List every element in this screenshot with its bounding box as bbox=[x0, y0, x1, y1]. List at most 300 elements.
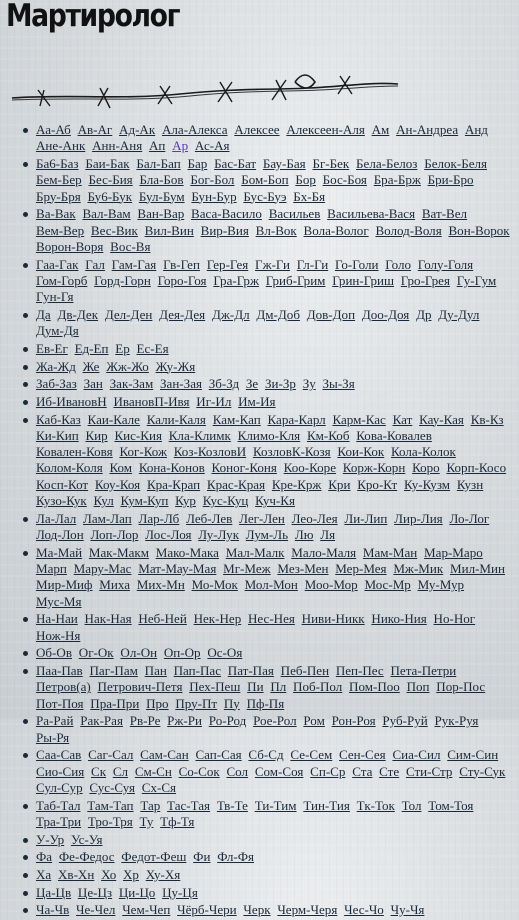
index-link[interactable]: Пеп-Пес bbox=[335, 662, 384, 678]
index-link[interactable]: Кузн bbox=[456, 476, 484, 492]
index-link[interactable]: Гу-Гум bbox=[456, 272, 497, 288]
index-link[interactable]: Ха bbox=[36, 866, 52, 882]
index-link[interactable]: См-Сн bbox=[134, 763, 172, 779]
index-link[interactable]: Пра-При bbox=[90, 695, 140, 711]
index-link[interactable]: Др bbox=[416, 306, 432, 322]
index-link[interactable]: Но-Ног bbox=[433, 611, 476, 627]
index-link[interactable]: КозловК-Козя bbox=[252, 444, 331, 460]
index-link[interactable]: Мал-Малк bbox=[225, 544, 285, 560]
index-link[interactable]: Ду-Дул bbox=[438, 306, 480, 322]
index-link[interactable]: Хв-Хн bbox=[57, 866, 95, 882]
index-link[interactable]: Км-Коб bbox=[306, 427, 350, 443]
index-link[interactable]: Пат-Пая bbox=[227, 662, 274, 678]
index-link[interactable]: Пл bbox=[270, 679, 287, 695]
index-link[interactable]: Мус-Мя bbox=[36, 593, 82, 609]
index-link[interactable]: Пап-Пас bbox=[173, 662, 221, 678]
index-link[interactable]: Доо-Доя bbox=[361, 306, 410, 322]
index-link[interactable]: Бг-Бек bbox=[312, 155, 350, 171]
index-link[interactable]: Сио-Сия bbox=[36, 763, 85, 779]
index-link[interactable]: Тас-Тая bbox=[167, 797, 211, 813]
index-link[interactable]: Тра-Три bbox=[36, 813, 82, 829]
index-link[interactable]: Ват-Вел bbox=[421, 206, 468, 222]
index-link[interactable]: Ког-Кож bbox=[119, 444, 167, 460]
index-link[interactable]: Сол bbox=[226, 763, 249, 779]
index-link[interactable]: Гро-Грея bbox=[400, 272, 450, 288]
index-link[interactable]: Ос-Оя bbox=[207, 645, 243, 661]
index-link[interactable]: Зан bbox=[83, 376, 103, 392]
index-link[interactable]: Бос-Боя bbox=[322, 172, 367, 188]
index-link[interactable]: Дея-Дея bbox=[159, 306, 206, 322]
index-link[interactable]: Гун-Гя bbox=[36, 289, 74, 305]
index-link[interactable]: Фе-Федос bbox=[58, 849, 115, 865]
index-link[interactable]: Вил-Вин bbox=[144, 222, 194, 238]
index-link[interactable]: Тв-Те bbox=[216, 797, 248, 813]
index-link[interactable]: Лод-Лон bbox=[36, 527, 84, 543]
index-link[interactable]: Лоп-Лор bbox=[90, 527, 139, 543]
index-link[interactable]: Зак-Зам bbox=[109, 376, 154, 392]
index-link[interactable]: Пом-Поо bbox=[349, 679, 400, 695]
index-link[interactable]: Гаа-Гак bbox=[36, 256, 79, 272]
index-link[interactable]: Ковален-Ковя bbox=[36, 444, 113, 460]
index-link[interactable]: Чес-Чо bbox=[344, 902, 384, 918]
index-link[interactable]: Кум-Куп bbox=[120, 493, 169, 509]
index-link[interactable]: Мж-Мик bbox=[393, 561, 444, 577]
index-link[interactable]: Че-Чел bbox=[76, 902, 116, 918]
index-link[interactable]: Кре-Крж bbox=[271, 476, 322, 492]
index-link[interactable]: Ер bbox=[115, 340, 130, 356]
index-link[interactable]: Ром bbox=[303, 713, 325, 729]
index-link[interactable]: Пру-Пт bbox=[175, 695, 218, 711]
index-link[interactable]: Кра-Крап bbox=[146, 476, 201, 492]
index-link[interactable]: Вир-Вия bbox=[200, 222, 249, 238]
index-link[interactable]: Го-Голи bbox=[334, 256, 379, 272]
index-link[interactable]: Сл bbox=[112, 763, 129, 779]
index-link[interactable]: Ти-Тим bbox=[254, 797, 297, 813]
index-link[interactable]: Да bbox=[36, 306, 51, 322]
index-link[interactable]: Зу bbox=[302, 376, 316, 392]
index-link[interactable]: Мг-Меж bbox=[223, 561, 271, 577]
index-link[interactable]: Пех-Пеш bbox=[189, 679, 241, 695]
index-link[interactable]: Се-Сем bbox=[290, 747, 333, 763]
index-link[interactable]: Фа bbox=[36, 849, 53, 865]
index-link[interactable]: Васильев bbox=[268, 206, 321, 222]
index-link[interactable]: Дум-Дя bbox=[36, 323, 79, 339]
index-link[interactable]: Бом-Боп bbox=[241, 172, 289, 188]
index-link[interactable]: Бар bbox=[187, 155, 208, 171]
index-link[interactable]: Сен-Сея bbox=[339, 747, 386, 763]
index-link[interactable]: Ск bbox=[91, 763, 107, 779]
index-link[interactable]: Чем-Чеп bbox=[122, 902, 171, 918]
index-link[interactable]: Анн-Аня bbox=[92, 138, 143, 154]
index-link[interactable]: Моо-Мор bbox=[304, 577, 358, 593]
index-link[interactable]: Лир-Лия bbox=[394, 510, 443, 526]
index-link[interactable]: Мам-Ман bbox=[362, 544, 418, 560]
index-link[interactable]: Мало-Маля bbox=[291, 544, 357, 560]
index-link[interactable]: Гл-Ги bbox=[296, 256, 329, 272]
index-link[interactable]: Сти-Стр bbox=[405, 763, 453, 779]
index-link[interactable]: Мез-Мен bbox=[277, 561, 329, 577]
index-link[interactable]: Ес-Ея bbox=[136, 340, 169, 356]
index-link[interactable]: Бри-Бро bbox=[427, 172, 474, 188]
index-link[interactable]: Тк-Ток bbox=[356, 797, 395, 813]
index-link[interactable]: Сап-Сая bbox=[195, 747, 242, 763]
index-link[interactable]: Ца-Цв bbox=[36, 884, 72, 900]
index-link[interactable]: Сим-Син bbox=[447, 747, 499, 763]
index-link[interactable]: Фл-Фя bbox=[217, 849, 255, 865]
index-link[interactable]: Ам bbox=[371, 122, 390, 137]
index-link[interactable]: Же bbox=[82, 358, 100, 374]
index-link[interactable]: Мо-Мок bbox=[191, 577, 238, 593]
index-link[interactable]: Зы-Зя bbox=[322, 376, 355, 392]
index-link[interactable]: Анд bbox=[464, 122, 488, 137]
index-link[interactable]: Гриб-Грим bbox=[265, 272, 326, 288]
index-link[interactable]: Васа-Васило bbox=[191, 206, 262, 222]
index-link[interactable]: Кам-Кап bbox=[212, 411, 261, 427]
index-link[interactable]: Паа-Пав bbox=[36, 662, 83, 678]
index-link[interactable]: Цу-Ця bbox=[162, 884, 198, 900]
index-link[interactable]: Бела-Белоз bbox=[356, 155, 418, 171]
index-link[interactable]: Кузо-Кук bbox=[36, 493, 87, 509]
index-link[interactable]: Кв-Кз bbox=[470, 411, 504, 427]
index-link[interactable]: Бра-Брж bbox=[373, 172, 421, 188]
index-link[interactable]: Неб-Ней bbox=[138, 611, 187, 627]
index-link[interactable]: Гом-Горб bbox=[36, 272, 88, 288]
index-link[interactable]: Грин-Гриш bbox=[332, 272, 395, 288]
index-link[interactable]: Кали-Каля bbox=[146, 411, 206, 427]
index-link[interactable]: Гал bbox=[85, 256, 105, 272]
index-link[interactable]: Ку-Кузм bbox=[403, 476, 451, 492]
index-link[interactable]: Мир-Миф bbox=[36, 577, 93, 593]
index-link[interactable]: Рон-Роя bbox=[331, 713, 376, 729]
index-link[interactable]: Бау-Бая bbox=[262, 155, 306, 171]
index-link[interactable]: Пор-Пос bbox=[436, 679, 486, 695]
index-link[interactable]: Зб-Зд bbox=[208, 376, 240, 392]
index-link[interactable]: Гер-Гея bbox=[206, 256, 249, 272]
index-link[interactable]: Дж-Дл bbox=[211, 306, 250, 322]
index-link[interactable]: Кур bbox=[175, 493, 196, 509]
index-link[interactable]: Волод-Воля bbox=[375, 222, 442, 238]
index-link[interactable]: Кри bbox=[328, 476, 351, 492]
index-link[interactable]: Климо-Кля bbox=[237, 427, 301, 443]
index-link[interactable]: Хр bbox=[122, 866, 139, 882]
index-link[interactable]: Це-Цз bbox=[77, 884, 113, 900]
index-link[interactable]: Алексеен-Аля bbox=[286, 122, 365, 137]
index-link[interactable]: Бун-Бур bbox=[191, 188, 237, 204]
index-link[interactable]: Кис-Кия bbox=[114, 427, 162, 443]
index-link[interactable]: Бор bbox=[295, 172, 316, 188]
index-link[interactable]: Кои-Кок bbox=[337, 444, 385, 460]
index-link[interactable]: Колом-Коля bbox=[36, 460, 103, 476]
index-link[interactable]: У-Ур bbox=[36, 831, 65, 847]
index-link[interactable]: Зи-Зр bbox=[264, 376, 296, 392]
index-link[interactable]: Нико-Ния bbox=[371, 611, 427, 627]
index-link[interactable]: Ед-Еп bbox=[74, 340, 109, 356]
index-link[interactable]: Ав-Аг bbox=[77, 122, 113, 137]
index-link[interactable]: Вола-Волог bbox=[303, 222, 369, 238]
index-link[interactable]: Лег-Лен bbox=[239, 510, 285, 526]
index-link[interactable]: Бру-Бря bbox=[36, 188, 81, 204]
index-link[interactable]: Пу bbox=[223, 695, 240, 711]
index-link[interactable]: Бла-Бов bbox=[139, 172, 184, 188]
index-link[interactable]: Пот-Поя bbox=[36, 695, 84, 711]
index-link[interactable]: Саг-Сал bbox=[88, 747, 134, 763]
index-link[interactable]: Горо-Гоя bbox=[157, 272, 207, 288]
index-link[interactable]: Саа-Сав bbox=[36, 747, 82, 763]
index-link[interactable]: Ап bbox=[148, 138, 166, 154]
index-link[interactable]: Бу6-Бук bbox=[87, 188, 133, 204]
index-link[interactable]: Черк bbox=[243, 902, 271, 918]
index-link[interactable]: Ва-Вак bbox=[36, 206, 76, 222]
index-link[interactable]: Рж-Ри bbox=[167, 713, 202, 729]
index-link[interactable]: Мако-Мака bbox=[155, 544, 219, 560]
index-link[interactable]: Голо bbox=[385, 256, 412, 272]
index-link[interactable]: Ли-Лип bbox=[344, 510, 388, 526]
index-link[interactable]: Паг-Пам bbox=[89, 662, 138, 678]
index-link[interactable]: Нес-Нея bbox=[248, 611, 295, 627]
index-link[interactable]: Корж-Корн bbox=[342, 460, 406, 476]
index-link[interactable]: Коро bbox=[412, 460, 440, 476]
index-link[interactable]: Лар-Лб bbox=[138, 510, 180, 526]
index-link[interactable]: Ху-Хя bbox=[145, 866, 181, 882]
index-link[interactable]: Ане-Анк bbox=[36, 138, 86, 154]
index-link[interactable]: Таб-Тал bbox=[36, 797, 81, 813]
index-link[interactable]: Поб-Пол bbox=[293, 679, 343, 695]
index-link[interactable]: Леб-Лев bbox=[186, 510, 233, 526]
index-link[interactable]: Бог-Бол bbox=[190, 172, 235, 188]
index-link[interactable]: Лам-Лап bbox=[83, 510, 132, 526]
index-link[interactable]: Гв-Геп bbox=[163, 256, 200, 272]
index-link[interactable]: Ев-Ег bbox=[36, 340, 68, 356]
index-link[interactable]: Федот-Феш bbox=[121, 849, 187, 865]
index-link[interactable]: Ба6-Баз bbox=[36, 155, 79, 171]
index-link[interactable]: Бал-Бап bbox=[136, 155, 181, 171]
index-link[interactable]: Сом-Соя bbox=[254, 763, 304, 779]
index-link[interactable]: Жа-Жд bbox=[36, 358, 76, 374]
index-link[interactable]: Оп-Ор bbox=[163, 645, 201, 661]
index-link[interactable]: Фи bbox=[193, 849, 211, 865]
index-link[interactable]: Ар bbox=[172, 138, 189, 154]
index-link[interactable]: Горд-Горн bbox=[94, 272, 151, 288]
index-link[interactable]: Дел-Ден bbox=[104, 306, 153, 322]
index-link[interactable]: Черм-Черя bbox=[277, 902, 338, 918]
index-link[interactable]: Сте bbox=[379, 763, 400, 779]
index-link[interactable]: Лю bbox=[294, 527, 314, 543]
index-link[interactable]: Каи-Кале bbox=[87, 411, 140, 427]
index-link[interactable]: Аа-Аб bbox=[36, 122, 71, 137]
index-link[interactable]: Тол bbox=[401, 797, 422, 813]
index-link[interactable]: Карм-Кас bbox=[332, 411, 386, 427]
index-link[interactable]: Ма-Май bbox=[36, 544, 83, 560]
index-link[interactable]: Ворон-Воря bbox=[36, 238, 104, 254]
index-link[interactable]: Петров(а) bbox=[36, 679, 91, 695]
index-link[interactable]: Ала-Алекса bbox=[161, 122, 228, 137]
index-link[interactable]: Тро-Тря bbox=[87, 813, 133, 829]
index-link[interactable]: Рук-Руя bbox=[434, 713, 479, 729]
index-link[interactable]: Сх-Ся bbox=[141, 779, 177, 795]
index-link[interactable]: Кова-Ковалев bbox=[356, 427, 432, 443]
index-link[interactable]: Пи bbox=[247, 679, 264, 695]
index-link[interactable]: Кир bbox=[85, 427, 108, 443]
index-link[interactable]: Кара-Карл bbox=[267, 411, 326, 427]
index-link[interactable]: Сту-Сук bbox=[459, 763, 506, 779]
index-link[interactable]: Ту bbox=[139, 813, 154, 829]
index-link[interactable]: Сп-Ср bbox=[310, 763, 346, 779]
index-link[interactable]: Нек-Нер bbox=[193, 611, 242, 627]
index-link[interactable]: Поп bbox=[406, 679, 430, 695]
index-link[interactable]: Зе bbox=[245, 376, 259, 392]
index-link[interactable]: Хо bbox=[101, 866, 117, 882]
index-link[interactable]: Пета-Петри bbox=[390, 662, 457, 678]
index-link[interactable]: Корп-Косо bbox=[446, 460, 507, 476]
index-link[interactable]: Пан bbox=[144, 662, 167, 678]
index-link[interactable]: Тф-Тя bbox=[160, 813, 195, 829]
index-link[interactable]: Жж-Жо bbox=[106, 358, 149, 374]
index-link[interactable]: Кау-Кая bbox=[419, 411, 464, 427]
index-link[interactable]: Ог-Ок bbox=[78, 645, 114, 661]
index-link[interactable]: Ван-Вар bbox=[137, 206, 185, 222]
index-link[interactable]: Дов-Доп bbox=[306, 306, 356, 322]
index-link[interactable]: Иг-Ил bbox=[196, 393, 232, 409]
index-link[interactable]: Ча-Чв bbox=[36, 902, 70, 918]
index-link[interactable]: Рв-Ре bbox=[129, 713, 161, 729]
index-link[interactable]: Крас-Края bbox=[206, 476, 266, 492]
index-link[interactable]: Зан-Зая bbox=[160, 376, 202, 392]
index-link[interactable]: Рое-Рол bbox=[253, 713, 297, 729]
index-link[interactable]: Мер-Мея bbox=[335, 561, 387, 577]
index-link[interactable]: Вон-Ворок bbox=[448, 222, 510, 238]
index-link[interactable]: Заб-Заз bbox=[36, 376, 77, 392]
index-link[interactable]: Гра-Грж bbox=[213, 272, 259, 288]
index-link[interactable]: Лос-Лоя bbox=[145, 527, 192, 543]
index-link[interactable]: Жу-Жя bbox=[155, 358, 196, 374]
index-link[interactable]: Сам-Сан bbox=[140, 747, 189, 763]
index-link[interactable]: Ци-Цо bbox=[118, 884, 156, 900]
index-link[interactable]: Ки-Кип bbox=[36, 427, 79, 443]
index-link[interactable]: Вес-Вик bbox=[90, 222, 138, 238]
index-link[interactable]: Коног-Коня bbox=[211, 460, 277, 476]
index-link[interactable]: Сус-Суя bbox=[89, 779, 135, 795]
index-link[interactable]: Косп-Кот bbox=[36, 476, 89, 492]
index-link[interactable]: Дв-Дек bbox=[57, 306, 99, 322]
index-link[interactable]: Тин-Тия bbox=[303, 797, 350, 813]
index-link[interactable]: Дм-Доб bbox=[256, 306, 300, 322]
index-link[interactable]: Мат-Мау-Мая bbox=[138, 561, 217, 577]
index-link[interactable]: Ра-Рай bbox=[36, 713, 74, 729]
index-link[interactable]: Вем-Вер bbox=[36, 222, 85, 238]
index-link[interactable]: Ол-Он bbox=[120, 645, 158, 661]
index-link[interactable]: Васильева-Вася bbox=[327, 206, 416, 222]
index-link[interactable]: Ры-Ря bbox=[36, 729, 70, 745]
index-link[interactable]: Коз-КозловИ bbox=[173, 444, 247, 460]
index-link[interactable]: Рак-Рая bbox=[80, 713, 123, 729]
index-link[interactable]: Иб-ИвановН bbox=[36, 393, 107, 409]
index-link[interactable]: Ан-Андреа bbox=[396, 122, 459, 137]
index-link[interactable]: Чёрб-Чери bbox=[177, 902, 237, 918]
index-link[interactable]: Ниви-Никк bbox=[301, 611, 365, 627]
index-link[interactable]: Кул bbox=[93, 493, 114, 509]
index-link[interactable]: Кус-Куц bbox=[202, 493, 249, 509]
index-link[interactable]: Бес-Бия bbox=[88, 172, 133, 188]
index-link[interactable]: Ус-Уя bbox=[70, 831, 103, 847]
index-link[interactable]: Ля bbox=[320, 527, 336, 543]
index-link[interactable]: Им-Ия bbox=[238, 393, 276, 409]
index-link[interactable]: Сб-Сд bbox=[248, 747, 284, 763]
index-link[interactable]: ИвановП-Ивя bbox=[113, 393, 190, 409]
index-link[interactable]: Мару-Мас bbox=[73, 561, 132, 577]
index-link[interactable]: Баи-Бак bbox=[85, 155, 130, 171]
index-link[interactable]: Ро-Род bbox=[208, 713, 247, 729]
index-link[interactable]: Бх-Бя bbox=[293, 188, 326, 204]
index-link[interactable]: Коо-Коре bbox=[283, 460, 336, 476]
index-link[interactable]: Бус-Буэ bbox=[243, 188, 287, 204]
index-link[interactable]: Бас-Бат bbox=[214, 155, 257, 171]
index-link[interactable]: На-Наи bbox=[36, 611, 78, 627]
index-link[interactable]: Про bbox=[146, 695, 169, 711]
index-link[interactable]: Кла-Климк bbox=[168, 427, 231, 443]
index-link[interactable]: Чу-Чя bbox=[390, 902, 425, 918]
index-link[interactable]: Ком bbox=[109, 460, 133, 476]
index-link[interactable]: Нож-Ня bbox=[36, 627, 81, 643]
index-link[interactable]: Гж-Ги bbox=[255, 256, 290, 272]
index-link[interactable]: Мак-Макм bbox=[88, 544, 149, 560]
index-link[interactable]: Ла-Лал bbox=[36, 510, 77, 526]
index-link[interactable]: Гам-Гая bbox=[111, 256, 157, 272]
index-link[interactable]: Тар bbox=[140, 797, 161, 813]
index-link[interactable]: Вал-Вам bbox=[82, 206, 131, 222]
index-link[interactable]: Каб-Каз bbox=[36, 411, 81, 427]
index-link[interactable]: Кола-Колок bbox=[391, 444, 456, 460]
index-link[interactable]: Ста bbox=[352, 763, 373, 779]
index-link[interactable]: Ас-Ая bbox=[194, 138, 230, 154]
index-link[interactable]: Нак-Ная bbox=[84, 611, 132, 627]
index-link[interactable]: Мол-Мон bbox=[244, 577, 298, 593]
index-link[interactable]: Со-Сок bbox=[178, 763, 220, 779]
index-link[interactable]: Кро-Кт bbox=[357, 476, 398, 492]
index-link[interactable]: Сул-Сур bbox=[36, 779, 83, 795]
index-link[interactable]: Лу-Лук bbox=[198, 527, 240, 543]
index-link[interactable]: Лум-Ль bbox=[245, 527, 289, 543]
index-link[interactable]: Миха bbox=[99, 577, 130, 593]
index-link[interactable]: Коу-Коя bbox=[94, 476, 141, 492]
index-link[interactable]: Об-Ов bbox=[36, 645, 72, 661]
index-link[interactable]: Мил-Мин bbox=[449, 561, 505, 577]
index-link[interactable]: Мос-Мр bbox=[364, 577, 411, 593]
index-link[interactable]: Бем-Бер bbox=[36, 172, 82, 188]
index-link[interactable]: Алексее bbox=[234, 122, 280, 137]
index-link[interactable]: Вл-Вок bbox=[255, 222, 297, 238]
index-link[interactable]: Там-Тап bbox=[87, 797, 134, 813]
index-link[interactable]: Ло-Лог bbox=[449, 510, 490, 526]
index-link[interactable]: Голу-Голя bbox=[417, 256, 474, 272]
index-link[interactable]: Руб-Руй bbox=[382, 713, 428, 729]
index-link[interactable]: Пеб-Пен bbox=[280, 662, 330, 678]
index-link[interactable]: Лео-Лея bbox=[291, 510, 338, 526]
index-link[interactable]: Му-Мур bbox=[417, 577, 465, 593]
index-link[interactable]: Ад-Ак bbox=[119, 122, 156, 137]
index-link[interactable]: Белок-Беля bbox=[424, 155, 487, 171]
index-link[interactable]: Кона-Конов bbox=[138, 460, 205, 476]
index-link[interactable]: Пф-Пя bbox=[246, 695, 285, 711]
index-link[interactable]: Мар-Маро bbox=[424, 544, 483, 560]
index-link[interactable]: Мих-Мн bbox=[136, 577, 185, 593]
index-link[interactable]: Куч-Кя bbox=[255, 493, 295, 509]
index-link[interactable]: Сиа-Сил bbox=[392, 747, 441, 763]
index-link[interactable]: Марп bbox=[36, 561, 67, 577]
index-link[interactable]: Бул-Бум bbox=[138, 188, 185, 204]
index-link[interactable]: Вос-Вя bbox=[110, 238, 151, 254]
index-link[interactable]: Кат bbox=[392, 411, 413, 427]
index-link[interactable]: Петрович-Петя bbox=[97, 679, 183, 695]
